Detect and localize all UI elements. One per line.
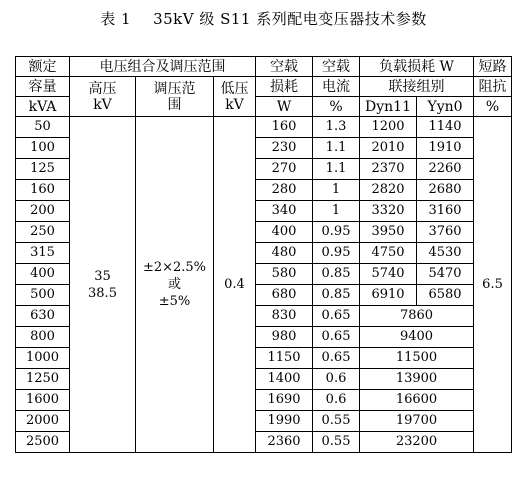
header-tap: [136, 77, 214, 117]
noload-current-cell: 0.85: [313, 285, 360, 306]
noload-current-cell: 1: [313, 201, 360, 222]
load-loss-cell: 11500: [360, 348, 474, 369]
noload-current-cell: 0.65: [313, 348, 360, 369]
noload-loss-cell: 1150: [256, 348, 313, 369]
header-noload-current-unit: %: [313, 97, 360, 117]
tap-range-line: ±5%: [158, 294, 191, 309]
noload-loss-cell: 580: [256, 264, 313, 285]
tap-range-line: 或: [167, 277, 181, 292]
header-impedance-unit: %: [474, 97, 512, 117]
yyn0-loss-cell: 4530: [417, 243, 474, 264]
load-loss-cell: 13900: [360, 369, 474, 390]
noload-current-cell: 0.55: [313, 432, 360, 453]
dyn11-loss-cell: 2010: [360, 138, 417, 159]
header-lv: [214, 77, 256, 117]
dyn11-loss-cell: 2820: [360, 180, 417, 201]
capacity-cell: 1250: [16, 369, 70, 390]
capacity-cell: 400: [16, 264, 70, 285]
load-loss-cell: 7860: [360, 306, 474, 327]
noload-current-cell: 0.6: [313, 390, 360, 411]
header-capacity-unit: kVA: [16, 97, 70, 117]
capacity-cell: 630: [16, 306, 70, 327]
capacity-cell: 2500: [16, 432, 70, 453]
header-impedance-1: 短路: [474, 57, 512, 77]
load-loss-cell: 9400: [360, 327, 474, 348]
capacity-cell: 200: [16, 201, 70, 222]
load-loss-cell: 16600: [360, 390, 474, 411]
yyn0-loss-cell: 3160: [417, 201, 474, 222]
impedance-merged-cell: 6.5: [474, 117, 512, 453]
noload-current-cell: 0.95: [313, 243, 360, 264]
hv-value: 38.5: [88, 285, 117, 301]
hv-merged-cell: [70, 117, 136, 453]
header-hv: [70, 77, 136, 117]
noload-loss-cell: 160: [256, 117, 313, 138]
noload-current-cell: 0.65: [313, 327, 360, 348]
header-noload-loss-2: 损耗: [256, 77, 313, 97]
table-number: 表 1: [100, 10, 132, 28]
noload-loss-cell: 280: [256, 180, 313, 201]
capacity-cell: 160: [16, 180, 70, 201]
header-capacity-2: 容量: [16, 77, 70, 97]
lv-merged-cell: 0.4: [214, 117, 256, 453]
header-hv-name: 高压: [88, 80, 117, 97]
dyn11-loss-cell: 1200: [360, 117, 417, 138]
dyn11-loss-cell: 3950: [360, 222, 417, 243]
noload-loss-cell: 1400: [256, 369, 313, 390]
noload-loss-cell: 1690: [256, 390, 313, 411]
header-impedance-2: 阻抗: [474, 77, 512, 97]
noload-current-cell: 0.95: [313, 222, 360, 243]
capacity-cell: 500: [16, 285, 70, 306]
yyn0-loss-cell: 5470: [417, 264, 474, 285]
header-noload-loss-1: 空载: [256, 57, 313, 77]
noload-current-cell: 0.6: [313, 369, 360, 390]
yyn0-loss-cell: 1910: [417, 138, 474, 159]
noload-loss-cell: 400: [256, 222, 313, 243]
noload-loss-cell: 230: [256, 138, 313, 159]
header-lv-unit: kV: [225, 96, 244, 113]
tap-range-line: ±2×2.5%: [142, 260, 207, 275]
capacity-cell: 100: [16, 138, 70, 159]
header-lv-name: 低压: [220, 80, 249, 97]
noload-loss-cell: 480: [256, 243, 313, 264]
header-connection-group: 联接组别: [360, 77, 474, 97]
capacity-cell: 250: [16, 222, 70, 243]
table-title: [0, 8, 527, 29]
noload-current-cell: 1.1: [313, 138, 360, 159]
capacity-cell: 1600: [16, 390, 70, 411]
yyn0-loss-cell: 2260: [417, 159, 474, 180]
yyn0-loss-cell: 2680: [417, 180, 474, 201]
dyn11-loss-cell: 2370: [360, 159, 417, 180]
capacity-cell: 125: [16, 159, 70, 180]
table-caption: 35kV 级 S11 系列配电变压器技术参数: [153, 10, 427, 28]
header-tap-line1: 调压范: [153, 80, 196, 97]
noload-current-cell: 1.1: [313, 159, 360, 180]
header-tap-line2: 围: [167, 96, 182, 113]
noload-current-cell: 0.85: [313, 264, 360, 285]
noload-loss-cell: 980: [256, 327, 313, 348]
yyn0-loss-cell: 3760: [417, 222, 474, 243]
header-noload-current-2: 电流: [313, 77, 360, 97]
noload-current-cell: 1.3: [313, 117, 360, 138]
capacity-cell: 315: [16, 243, 70, 264]
yyn0-loss-cell: 1140: [417, 117, 474, 138]
table-row: [16, 117, 512, 138]
noload-current-cell: 0.65: [313, 306, 360, 327]
capacity-cell: 50: [16, 117, 70, 138]
noload-current-cell: 1: [313, 180, 360, 201]
header-noload-current-1: 空载: [313, 57, 360, 77]
header-capacity-1: 额定: [16, 57, 70, 77]
dyn11-loss-cell: 4750: [360, 243, 417, 264]
capacity-cell: 2000: [16, 411, 70, 432]
noload-loss-cell: 270: [256, 159, 313, 180]
spec-table: [15, 56, 512, 453]
noload-loss-cell: 340: [256, 201, 313, 222]
dyn11-loss-cell: 5740: [360, 264, 417, 285]
capacity-cell: 1000: [16, 348, 70, 369]
yyn0-loss-cell: 6580: [417, 285, 474, 306]
header-noload-loss-unit: W: [256, 97, 313, 117]
load-loss-cell: 23200: [360, 432, 474, 453]
noload-loss-cell: 1990: [256, 411, 313, 432]
header-yyn0: Yyn0: [417, 97, 474, 117]
noload-current-cell: 0.55: [313, 411, 360, 432]
header-load-loss: 负载损耗 W: [360, 57, 474, 77]
header-hv-unit: kV: [93, 96, 112, 113]
header-dyn11: Dyn11: [360, 97, 417, 117]
dyn11-loss-cell: 3320: [360, 201, 417, 222]
tap-range-merged-cell: [136, 117, 214, 453]
load-loss-cell: 19700: [360, 411, 474, 432]
capacity-cell: 800: [16, 327, 70, 348]
hv-value: 35: [94, 268, 111, 284]
noload-loss-cell: 2360: [256, 432, 313, 453]
dyn11-loss-cell: 6910: [360, 285, 417, 306]
noload-loss-cell: 830: [256, 306, 313, 327]
header-voltage-group: 电压组合及调压范围: [70, 57, 256, 77]
noload-loss-cell: 680: [256, 285, 313, 306]
